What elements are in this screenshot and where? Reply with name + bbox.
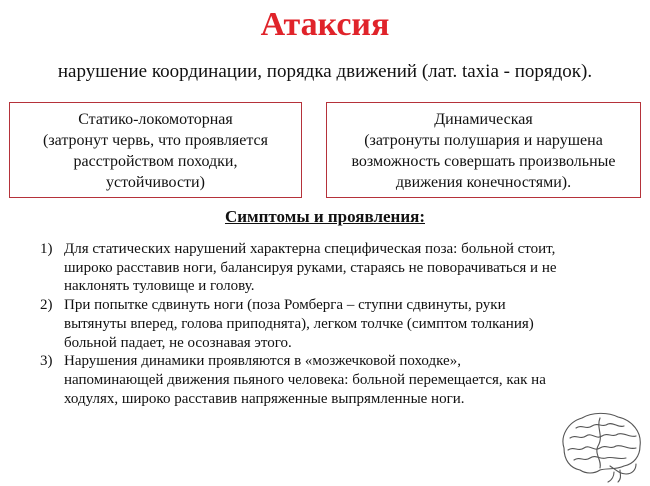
list-item-line: больной падает, не осознавая этого. <box>64 334 292 351</box>
box-line: движения конечностями). <box>395 174 572 191</box>
list-item-line: вытянуты вперед, голова приподнята), легком толчке (симптом толкания) <box>64 315 534 332</box>
list-item-line: ходулях, широко расставив напряженные выпрямленные ноги. <box>64 390 465 407</box>
box-line: устойчивости) <box>106 174 205 191</box>
list-item <box>40 240 620 296</box>
list-item-line: Нарушения динамики проявляются в «мозжечковой походке», <box>64 353 461 370</box>
list-item-line: наклонять туловище и голову. <box>64 278 255 295</box>
list-item-number: 1) <box>40 241 53 257</box>
symptoms-list <box>40 240 620 408</box>
box-line: (затронут червь, что проявляется <box>43 132 268 149</box>
list-item-line: напоминающей движения пьяного человека: больной перемещается, как на <box>64 371 546 388</box>
dynamic-box <box>326 102 641 198</box>
box-line: Динамическая <box>434 111 533 128</box>
list-item-number: 2) <box>40 297 53 314</box>
box-line: Статико-локомоторная <box>78 111 233 128</box>
list-item-line: широко расставив ноги, балансируя руками, стараясь не поворачиваться и не <box>64 259 557 276</box>
page-title: Атаксия <box>260 6 390 43</box>
definition-text: нарушение координации, порядка движений (лат. taxia - порядок). <box>57 61 593 82</box>
symptoms-heading: Симптомы и проявления: <box>224 207 425 226</box>
list-item-line: Для статических нарушений характерна специфическая поза: больной стоит, <box>64 241 556 257</box>
list-item-number: 3) <box>40 353 53 370</box>
box-line: расстройством походки, <box>73 153 238 170</box>
brain-icon <box>556 408 646 484</box>
box-line: (затронуты полушария и нарушена <box>364 132 603 149</box>
list-item <box>40 352 620 408</box>
box-line: возможность совершать произвольные <box>351 153 616 170</box>
static-locomotor-box <box>9 102 302 198</box>
list-item-line: При попытке сдвинуть ноги (поза Ромберга – ступни сдвинуты, руки <box>64 297 506 314</box>
list-item <box>40 296 620 352</box>
